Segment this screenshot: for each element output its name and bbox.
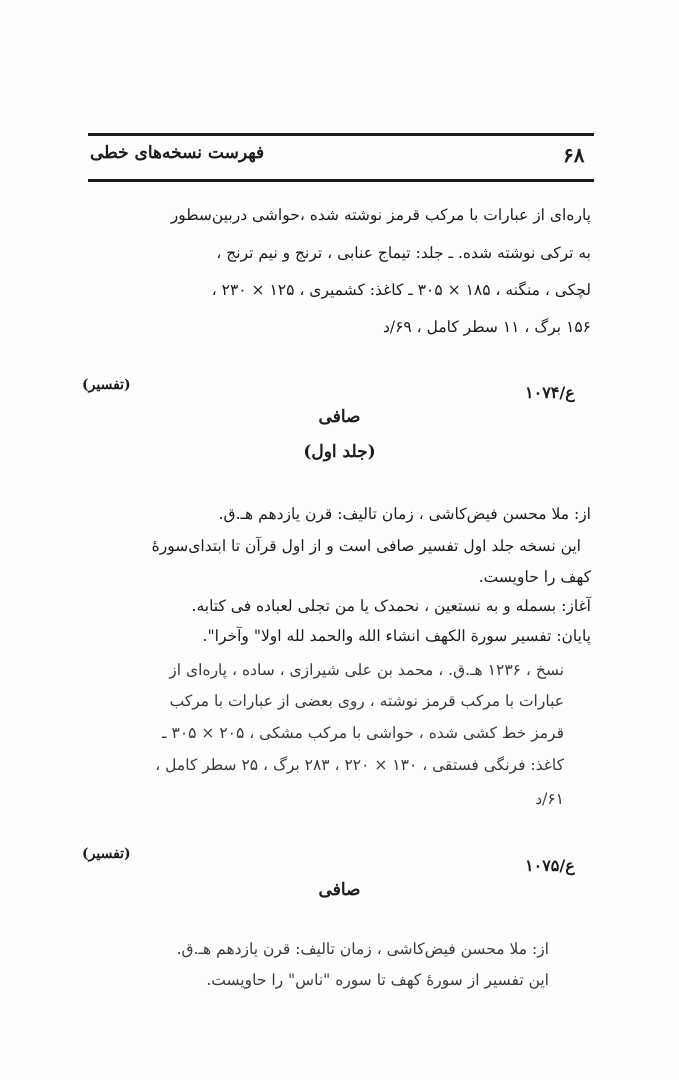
continuation-line: پاره‌ای از عبارات با مرکب قرمز نوشته شده ،حواشی دربین‌سطور xyxy=(170,206,591,224)
continuation-line: به ترکی نوشته شده. ـ جلد: تیماج عنابی ، ترنج و نیم ترنج ، xyxy=(216,244,591,262)
continuation-line: لچکی ، منگنه ، ۱۸۵ × ۳۰۵ ـ کاغذ: کشمیری ، ۱۲۵ × ۲۳۰ ، xyxy=(211,281,591,299)
entry-title: صافی xyxy=(318,880,361,900)
entry-subtitle: (جلد اول) xyxy=(303,442,376,462)
entry-category: (تفسیر) xyxy=(82,846,131,862)
header-title: فهرست نسخه‌های خطی xyxy=(90,143,265,163)
description-line: کهف را حاویست. xyxy=(478,568,591,586)
codicology-line: نسخ ، ۱۲۳۶ هـ.ق. ، محمد بن علی شیرازی ، ساده ، پاره‌ای از xyxy=(169,661,564,679)
entry-title: صافی xyxy=(318,407,361,427)
header-bottom-rule xyxy=(88,179,594,182)
codicology-line: قرمز خط کشی شده ، حواشی با مرکب مشکی ، ۲۰۵ × ۳۰۵ ـ xyxy=(162,724,564,742)
entry-id: ۱۰۷۴/ع xyxy=(525,383,575,402)
author-line: از: ملا محسن فیض‌کاشی ، زمان تالیف: قرن یازدهم هـ.ق. xyxy=(176,940,549,958)
entry-id: ۱۰۷۵/ع xyxy=(525,856,575,875)
header-top-rule xyxy=(88,133,594,136)
explicit-line: پایان: تفسیر سورة الکهف انشاء الله والحمد لله اولا" وآخرا". xyxy=(202,627,591,645)
codicology-line: عبارات با مرکب قرمز نوشته ، روی بعضی از عبارات با مرکب xyxy=(169,692,564,710)
incipit-line: آغاز: بسمله و به نستعین ، نحمدک یا من تجلی لعباده فی کتابه. xyxy=(191,597,591,615)
page-number: ۶۸ xyxy=(563,143,585,167)
author-line: از: ملا محسن فیض‌کاشی ، زمان تالیف: قرن یازدهم هـ.ق. xyxy=(218,505,591,523)
description-line: این تفسیر از سوره‌ٔ کهف تا سوره "ناس" را حاویست. xyxy=(206,971,549,989)
description-line: این نسخه جلد اول تفسیر صافی است و از اول قرآن تا ابتدای‌سوره‌ٔ xyxy=(151,537,581,555)
codicology-line: ۶۱/د xyxy=(535,790,564,808)
continuation-line: ۱۵۶ برگ ، ۱۱ سطر کامل ، ۶۹/د xyxy=(382,318,591,336)
codicology-line: کاغذ: فرنگی فستقی ، ۱۳۰ × ۲۲۰ ، ۲۸۳ برگ ، ۲۵ سطر کامل ، xyxy=(155,756,564,774)
entry-category: (تفسیر) xyxy=(82,377,131,393)
